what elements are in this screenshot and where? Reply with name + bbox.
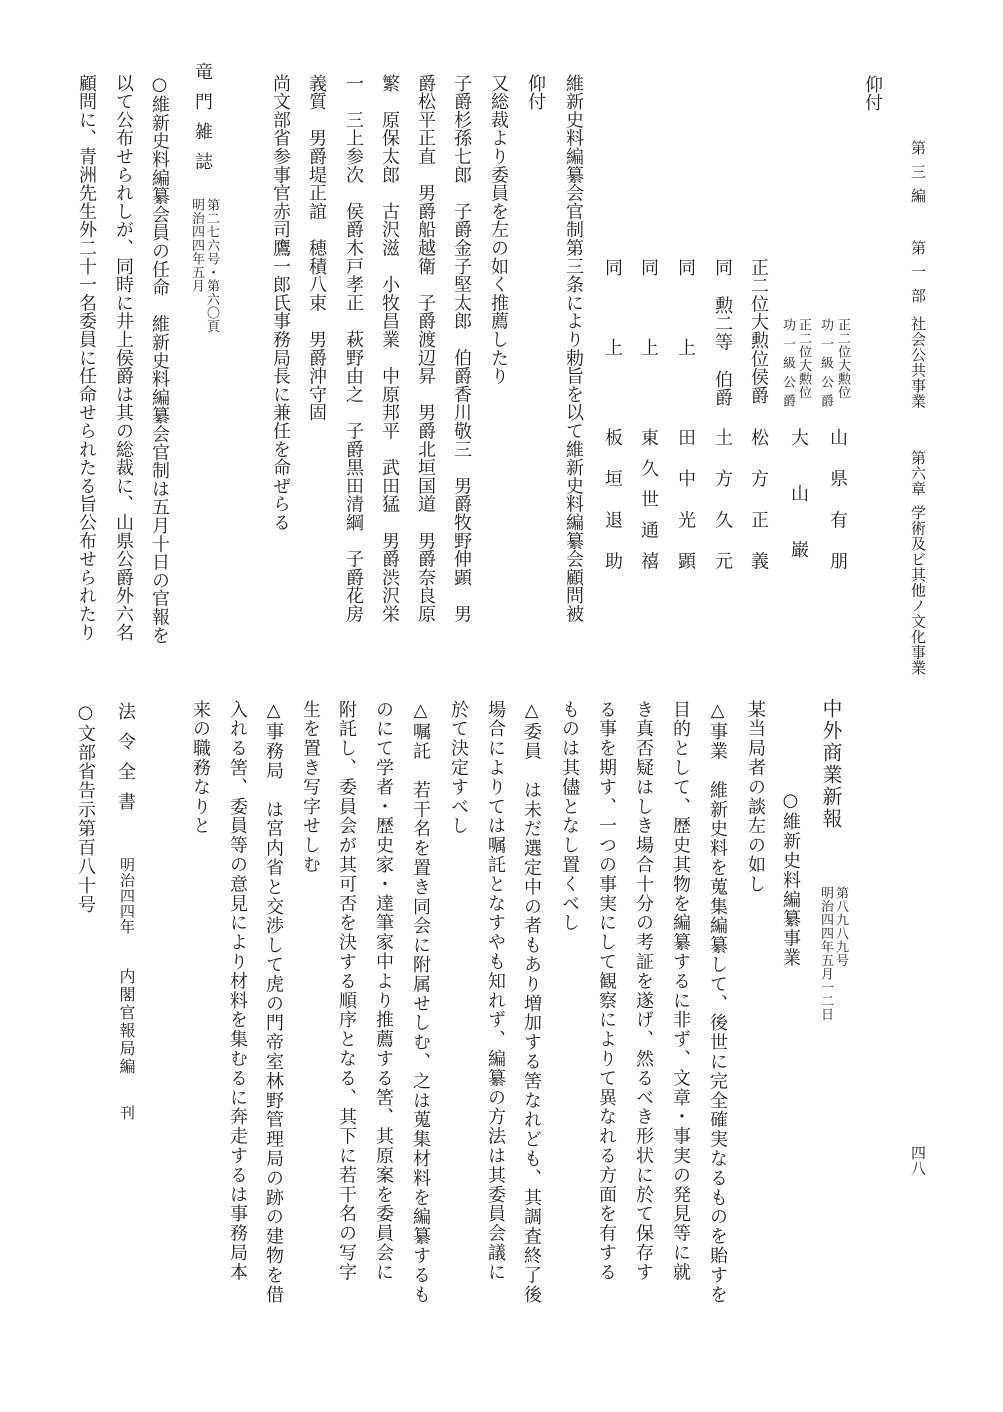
source-date: 明治四四年五月一二日 — [818, 886, 833, 1021]
source-issue: 第二七六号・第六〇頁 — [204, 198, 219, 333]
advisor-rank: 功一級公爵 — [818, 318, 833, 413]
text-line: 維新史料編纂会官制第三条により勅旨を以て維新史料編纂会顧問被 — [563, 74, 584, 623]
advisor-name: 松方正義 — [748, 428, 769, 570]
header-chapter-title: 学術及ビ其他ノ文化事業 — [909, 505, 927, 676]
text-line: △事務局 は宮内省と交渉して虎の門帝室林野管理局の跡の建物を借 — [263, 700, 284, 1305]
text-line: 尚文部省参事官赤司鷹一郎氏事務局長に兼任を命ぜらる — [270, 74, 291, 532]
text-line: 生を置き写字せしむ — [300, 700, 321, 875]
header-category: 社会公共事業 — [909, 316, 927, 409]
advisor-name: 田中光顕 — [675, 428, 696, 570]
text-line: 爵松平正直 男爵船越衛 子爵渡辺昇 男爵北垣国道 男爵奈良原 — [415, 74, 436, 623]
advisor-same-mark: 上 — [638, 338, 659, 357]
section-heading: ○維新史料編纂事業 — [780, 790, 801, 968]
advisor-same-mark: 上 — [675, 338, 696, 357]
advisor-same: 同 — [712, 258, 733, 277]
advisor-same: 同 — [675, 258, 696, 277]
header-chapter: 第六章 — [909, 450, 927, 497]
advisor-rank: 功一級公爵 — [780, 318, 795, 413]
advisor-name: 板垣退助 — [602, 428, 623, 570]
text-line: 子爵杉孫七郎 子爵金子堅太郎 伯爵香川敬三 男爵牧野伸顕 男 — [451, 74, 472, 623]
article-line: ○維新史料編纂会員の任命 維新史料編纂会官制は五月十日の官報を — [149, 74, 170, 645]
source-title: 中外商業新報 — [819, 698, 843, 830]
text-line: 仰付 — [525, 74, 546, 111]
advisor-same-mark: 上 — [602, 338, 623, 357]
source-publisher: 内閣官報局編 — [117, 968, 136, 1076]
source-date: 明治四四年 — [118, 857, 136, 935]
text-line: 入れる筈、委員等の意見により材料を集むるに奔走するは事務局本 — [227, 700, 248, 1282]
article-line: 顧問に、青洲先生外二十一名委員に任命せられたる旨公布せられたり — [76, 74, 97, 642]
advisor-rank: 正二位大勲位 — [796, 318, 811, 399]
text-line: き真否疑はしき場合十分の考証を遂げ、然るべき形状に於て保存す — [633, 700, 654, 1282]
header-part: 第三編 — [909, 140, 927, 212]
text-line: 某当局者の談左の如し — [745, 700, 766, 894]
lead-text: 仰付 — [862, 75, 883, 112]
article-line: 以て公布せられしが、同時に井上侯爵は其の総裁に、山県公爵外六名 — [113, 74, 134, 642]
advisor-name: 東久世通禧 — [638, 428, 659, 570]
page-number: 四八 — [909, 1145, 927, 1176]
text-line: △事業 維新史料を蒐集編纂して、後世に完全確実なるものを貽すを — [707, 700, 728, 1305]
source-published: 刊 — [118, 1105, 136, 1121]
text-line: のにて学者・歴史家・達筆家中より推薦する筈、其原案を委員会に — [373, 700, 394, 1282]
advisor-same: 同 — [638, 258, 659, 277]
text-line: 目的として、歴史其物を編纂するに非ず、文章・事実の発見等に就 — [670, 700, 691, 1282]
header-section: 第一部 — [909, 240, 927, 312]
text-line: △嘱託 若干名を置き同会に附属せしむ、之は蒐集材料を編纂するも — [410, 700, 431, 1305]
advisor-decoration: 勲二等 — [712, 296, 733, 351]
source-title: 竜門雑誌 — [192, 62, 213, 182]
text-line: 繁 原保太郎 古沢滋 小牧昌業 中原邦平 武田猛 男爵渋沢栄 — [379, 74, 400, 623]
notice-heading: ○文部省告示第百八十号 — [75, 702, 96, 914]
text-line: △委員 は未だ選定中の者もあり増加する筈なれども、其調査終了後 — [521, 700, 542, 1305]
text-line: 於て決定すべし — [448, 700, 469, 836]
advisor-title: 伯爵 — [712, 370, 733, 407]
text-line: ものは其儘となし置くべし — [559, 700, 580, 933]
text-line: 又総裁より委員を左の如く推薦したり — [488, 74, 509, 386]
text-line: 附託し、委員会が其可否を決する順序となる、其下に若干名の写字 — [336, 700, 357, 1282]
text-line: 場合によりては嘱託となすやも知れず、編纂の方法は其委員会議に — [485, 700, 506, 1282]
text-line: 来の職務なりと — [190, 700, 211, 836]
source-issue: 第八九八九号 — [833, 886, 848, 967]
source-date: 明治四四年五月 — [189, 198, 204, 293]
advisor-rank: 正二位大勲位侯爵 — [748, 258, 769, 405]
text-line: 一 三上参次 侯爵木戸孝正 萩野由之 子爵黒田清綱 子爵花房 — [343, 74, 364, 623]
source-title: 法令全書 — [115, 702, 136, 822]
advisor-name: 大山巌 — [788, 428, 809, 596]
text-line: る事を期す、一つの事実にして観察によりて異なれる方面を有する — [596, 700, 617, 1282]
advisor-rank: 正二位大勲位 — [835, 318, 850, 399]
advisor-name: 山県有朋 — [827, 428, 848, 570]
advisor-name: 土方久元 — [712, 428, 733, 570]
text-line: 義質 男爵堤正誼 穂積八束 男爵沖守固 — [306, 74, 327, 422]
advisor-same: 同 — [602, 258, 623, 277]
